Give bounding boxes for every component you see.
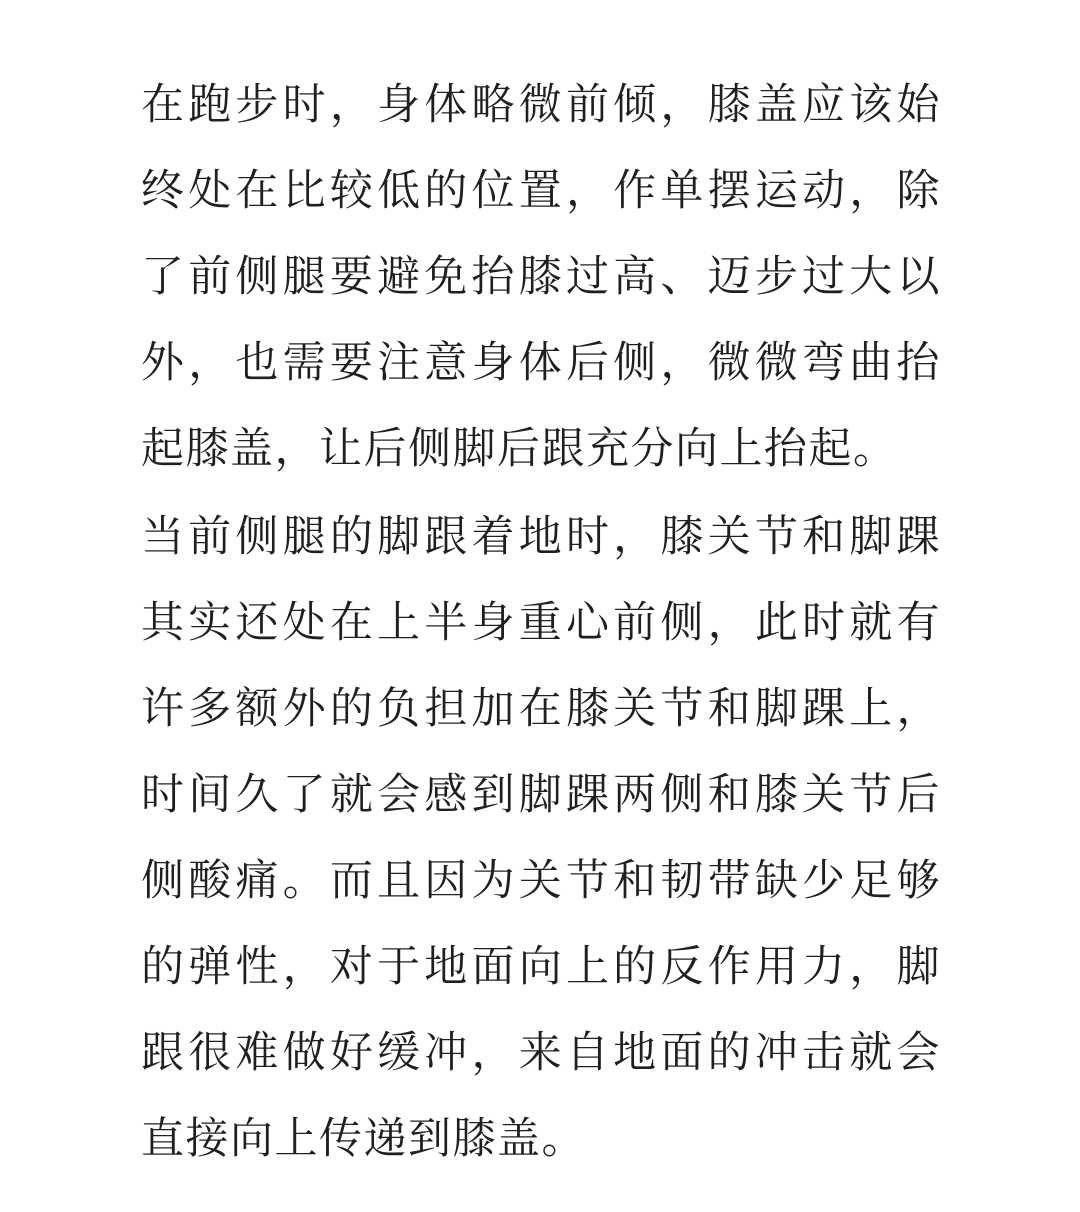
text-line: 的弹性，对于地面向上的反作用力，脚 xyxy=(141,942,941,992)
text-line: 在跑步时，身体略微前倾，膝盖应该始 xyxy=(141,80,941,130)
paragraph-2 xyxy=(141,494,941,1182)
text-line: 起膝盖，让后侧脚后跟充分向上抬起。 xyxy=(141,424,898,474)
text-line: 直接向上传递到膝盖。 xyxy=(141,1114,586,1164)
text-line: 终处在比较低的位置，作单摆运动，除 xyxy=(141,166,941,216)
text-line: 时间久了就会感到脚踝两侧和膝关节后 xyxy=(141,770,941,820)
text-line: 外，也需要注意身体后侧，微微弯曲抬 xyxy=(141,338,941,388)
text-line: 侧酸痛。而且因为关节和韧带缺少足够 xyxy=(141,856,941,906)
text-line: 当前侧腿的脚跟着地时，膝关节和脚踝 xyxy=(141,512,941,562)
text-line: 许多额外的负担加在膝关节和脚踝上， xyxy=(141,684,941,734)
text-line: 跟很难做好缓冲，来自地面的冲击就会 xyxy=(141,1028,941,1078)
text-line: 其实还处在上半身重心前侧，此时就有 xyxy=(141,598,941,648)
text-line: 了前侧腿要避免抬膝过高、迈步过大以 xyxy=(141,252,941,302)
paragraph-1 xyxy=(141,62,941,492)
